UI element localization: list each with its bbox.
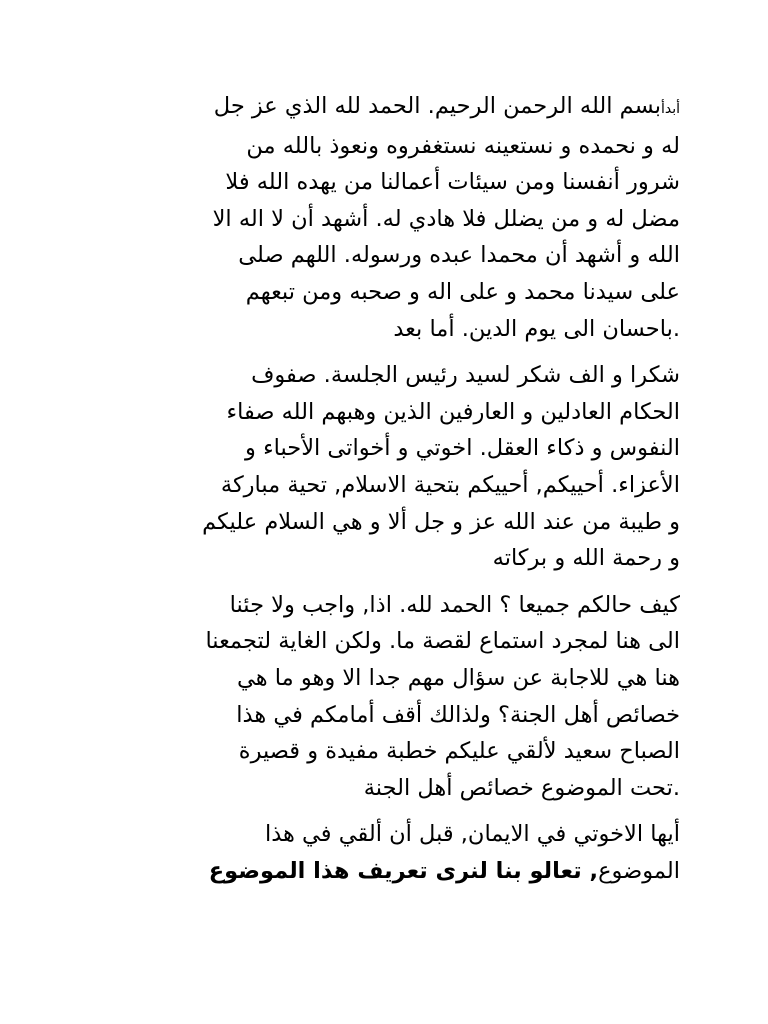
paragraph-opening-prayer	[90, 88, 680, 347]
text-line: و رحمة الله و بركاته	[492, 545, 680, 572]
text-line: أيها الاخوتي في الايمان, قبل أن ألقي في هذا	[264, 821, 680, 848]
text-line: الى هنا لمجرد استماع لقصة ما. ولكن الغاية لتجمعنا	[205, 628, 680, 655]
paragraph-introduction	[90, 587, 680, 807]
text-line: الصباح سعيد لألقي عليكم خطبة مفيدة و قصيرة	[238, 738, 680, 765]
document-page	[90, 88, 680, 899]
bold-phrase: , تعالو بنا لنرى تعريف هذا الموضوع	[208, 857, 599, 884]
text-line: النفوس و ذكاء العقل. اخوتي و أخواتى الأحباء و	[245, 435, 680, 462]
text-line: خصائص أهل الجنة؟ ولذالك أقف أمامكم في هذا	[236, 701, 680, 728]
text-line: له و نحمده و نستعينه نستغفروه ونعوذ بالله من	[246, 132, 680, 159]
text-line: هنا هي للاجابة عن سؤال مهم جدا الا وهو ما هي	[237, 664, 680, 691]
text-line: على سيدنا محمد و على اله و صحبه ومن تبعهم	[245, 278, 680, 305]
text-line: الحكام العادلين و العارفين الذين وهبهم الله صفاء	[226, 398, 680, 425]
text-line: الأعزاء. أحييكم, أحييكم بتحية الاسلام, تحية مباركة	[220, 471, 680, 498]
text-line	[90, 88, 680, 128]
text-line: مضل له و من يضلل فلا هادي له. أشهد أن لا اله الا	[212, 205, 680, 232]
text-line: شكرا و الف شكر لسيد رئيس الجلسة. صفوف	[251, 362, 680, 389]
inline-prefix-word: أبدأ	[660, 101, 680, 117]
line-text: الموضوع	[598, 857, 680, 884]
text-line: .باحسان الى يوم الدين. أما بعد	[393, 315, 680, 342]
text-line: الله و أشهد أن محمدا عبده ورسوله. اللهم صلى	[238, 242, 680, 269]
line-text: بسم الله الرحمن الرحيم. الحمد لله الذي عز جل	[213, 93, 661, 119]
paragraph-greetings	[90, 357, 680, 577]
text-line	[90, 853, 680, 890]
paragraph-topic	[90, 816, 680, 889]
text-line: و طيبة من عند الله عز و جل ألا و هي السلام عليكم	[202, 508, 680, 535]
text-line: .تحت الموضوع خصائص أهل الجنة	[363, 774, 680, 801]
text-line: شرور أنفسنا ومن سيئات أعمالنا من يهده الله فلا	[225, 169, 680, 196]
text-line: كيف حالكم جميعا ؟ الحمد لله. اذا, واجب ولا جئنا	[229, 591, 680, 618]
